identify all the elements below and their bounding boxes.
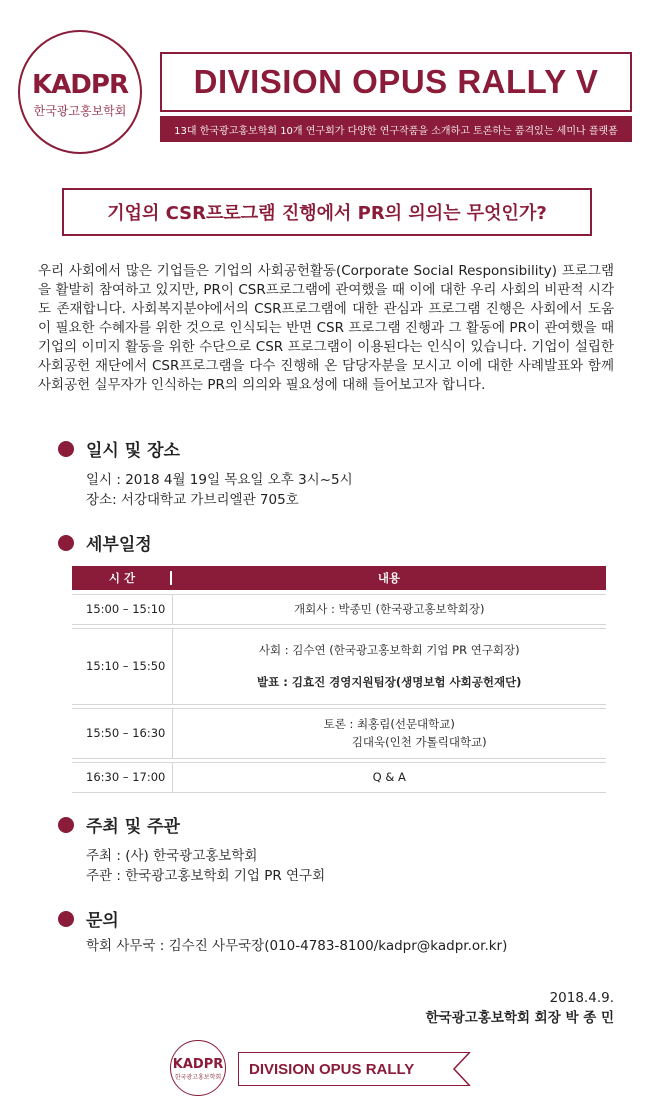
row-content: [172, 762, 606, 792]
footer-banner-text: DIVISION OPUS RALLY: [249, 1060, 415, 1078]
signature-date: 2018.4.9.: [549, 990, 614, 1006]
contact-info: [86, 936, 507, 956]
footer-logo: [170, 1040, 226, 1096]
intro-paragraph: 우리 사회에서 많은 기업들은 기업의 사회공헌활동(Corporate Social Responsibility) 프로그램을 활발히 참여하고 있지만, PR이 CSR프로그램에 관여했을 때 이에 대한 우리 사회의 비판적 시각도 존재합니다. 사회복지분야에서의 CSR프로그램에 대한 관심과 프로그램 진행은 사회에서 도움이 필요한 수혜자를 위한 것으로 인식되는 반면 CSR 프로그램 진행과 그 활동에 PR이 관여했을 때 기업의 이미지 활동을 위한 수단으로 CSR 프로그램이 이용된다는 인식이 있습니다. 기업이 설립한 사회공헌 재단에서 CSR프로그램을 다수 진행해 온 담당자분을 모시고 이에 대한 사례발표와 함께 사회공헌 실무자가 인식하는 PR의 의의와 필요성에 대해 들어보고자 합니다.: [38, 263, 614, 393]
kadpr-logo: [18, 30, 142, 154]
event-title-box: [160, 52, 632, 112]
topic-title: 기업의 CSR프로그램 진행에서 PR의 의의는 무엇인가?: [107, 203, 547, 224]
section-contact-heading: [58, 906, 119, 931]
schedule-table: [72, 566, 606, 793]
bullet-icon: [58, 441, 74, 457]
row-time: 16:30 – 17:00: [72, 762, 172, 792]
bullet-icon: [58, 535, 74, 551]
bullet-icon: [58, 911, 74, 927]
row-time: 15:00 – 15:10: [72, 594, 172, 624]
bullet-icon: [58, 817, 74, 833]
row-time: 15:10 – 15:50: [72, 628, 172, 704]
place-line: 장소: 서강대학교 가브리엘관 705호: [86, 492, 299, 508]
col-time-header: 시 간: [72, 566, 172, 590]
footer-logo-subtitle: 한국광고홍보학회: [174, 1074, 222, 1081]
section-datetime-heading: [58, 436, 180, 461]
host-line: 주최 : (사) 한국광고홍보학회: [86, 848, 258, 864]
logo-mark: KADPR: [32, 70, 128, 100]
table-row: [72, 708, 606, 758]
signature-block: [426, 988, 614, 1028]
row-line: 발표 : 김효진 경영지원팀장(생명보험 사회공헌재단): [257, 675, 522, 689]
row-time: 15:50 – 16:30: [72, 708, 172, 758]
logo-subtitle: 한국광고홍보학회: [33, 104, 127, 118]
row-line: 김대욱(인천 가톨릭대학교): [351, 735, 487, 749]
signature-name: 한국광고홍보학회 회장 박 종 민: [425, 1010, 614, 1026]
host-info: [86, 846, 325, 886]
row-content: [172, 708, 606, 758]
table-row: [72, 628, 606, 704]
table-row: [72, 594, 606, 624]
section-title: 세부일정: [86, 535, 152, 555]
datetime-line: 일시 : 2018 4월 19일 목요일 오후 3시~5시: [86, 472, 353, 488]
banner-notch-icon: [452, 1052, 472, 1086]
organizer-line: 주관 : 한국광고홍보학회 기업 PR 연구회: [86, 868, 326, 884]
section-schedule-heading: [58, 530, 152, 555]
row-line: 개회사 : 박종민 (한국광고홍보학회장): [294, 602, 485, 616]
topic-box: [62, 188, 592, 236]
section-title: 주최 및 주관: [86, 817, 180, 837]
footer-banner: [238, 1052, 470, 1086]
row-line: 사회 : 김수연 (한국광고홍보학회 기업 PR 연구회장): [258, 643, 520, 657]
row-line: Q & A: [372, 770, 406, 784]
section-title: 일시 및 장소: [86, 441, 180, 461]
datetime-info: [86, 470, 353, 510]
col-content-header: 내용: [172, 566, 606, 590]
row-content: [172, 628, 606, 704]
row-content: [172, 594, 606, 624]
section-host-heading: [58, 812, 180, 837]
section-title: 문의: [86, 911, 119, 931]
contact-line: 학회 사무국 : 김수진 사무국장(010-4783-8100/kadpr@kadpr.or.kr): [86, 938, 508, 954]
event-title: DIVISION OPUS RALLY V: [193, 63, 599, 100]
event-subtitle-band: 13대 한국광고홍보학회 10개 연구회가 다양한 연구작품을 소개하고 토론하는 품격있는 세미나 플랫폼: [160, 116, 632, 142]
table-row: [72, 762, 606, 792]
footer-logo-mark: KADPR: [172, 1057, 224, 1072]
row-line: 토론 : 최홍림(선문대학교): [323, 717, 455, 731]
schedule-header-row: [72, 566, 606, 590]
